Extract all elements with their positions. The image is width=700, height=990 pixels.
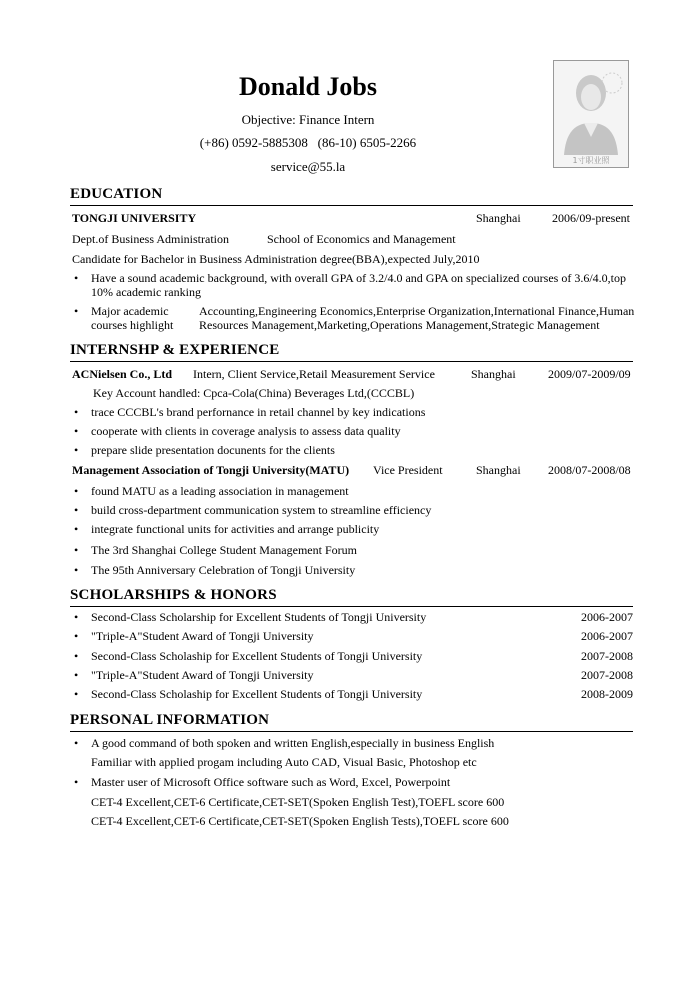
job-period: 2008/07-2008/08 bbox=[548, 463, 631, 477]
bullet-icon: • bbox=[74, 484, 79, 498]
honor-year: 2008-2009 bbox=[581, 687, 633, 701]
bullet-icon: • bbox=[74, 736, 79, 750]
honors-heading: SCHOLARSHIPS & HONORS bbox=[70, 587, 277, 603]
honor-year: 2006-2007 bbox=[581, 629, 633, 643]
personal-line: CET-4 Excellent,CET-6 Certificate,CET-SET(Spoken English Tests),TOEFL score 600 bbox=[91, 814, 509, 828]
bullet-icon: • bbox=[74, 304, 79, 318]
job-role: Intern, Client Service,Retail Measurement Service bbox=[193, 367, 435, 381]
school-name: TONGJI UNIVERSITY bbox=[72, 211, 197, 225]
honor-item: Second-Class Scholaship for Excellent Students of Tongji University bbox=[91, 649, 423, 663]
bullet-icon: • bbox=[74, 629, 79, 643]
job-duty: The 95th Anniversary Celebration of Tongji University bbox=[91, 563, 356, 577]
bullet-icon: • bbox=[74, 522, 79, 536]
bullet-icon: • bbox=[74, 271, 79, 285]
divider bbox=[70, 731, 633, 732]
personal-line: Master user of Microsoft Office software such as Word, Excel, Powerpoint bbox=[91, 775, 451, 789]
bullet-icon: • bbox=[74, 687, 79, 701]
job-duty: prepare slide presentation docunents for the clients bbox=[91, 443, 335, 457]
honor-year: 2007-2008 bbox=[581, 668, 633, 682]
bullet-icon: • bbox=[74, 424, 79, 438]
person-silhouette-icon bbox=[554, 61, 628, 155]
divider bbox=[70, 361, 633, 362]
department: Dept.of Business Administration bbox=[72, 232, 229, 246]
key-account: Key Account handled: Cpca-Cola(China) Beverages Ltd,(CCCBL) bbox=[93, 386, 415, 400]
job-duty: found MATU as a leading association in management bbox=[91, 484, 349, 498]
bullet-icon: • bbox=[74, 503, 79, 517]
job-duty: cooperate with clients in coverage analysis to assess data quality bbox=[91, 424, 401, 438]
job-duty: integrate functional units for activities and arrange publicity bbox=[91, 522, 380, 536]
divider bbox=[70, 205, 633, 206]
job-city: Shanghai bbox=[471, 367, 516, 381]
bullet-icon: • bbox=[74, 443, 79, 457]
bullet-icon: • bbox=[74, 649, 79, 663]
honor-item: "Triple-A"Student Award of Tongji University bbox=[91, 668, 314, 682]
bullet-icon: • bbox=[74, 563, 79, 577]
honor-year: 2007-2008 bbox=[581, 649, 633, 663]
objective: Objective: Finance Intern bbox=[241, 112, 375, 127]
school-period: 2006/09-present bbox=[552, 211, 630, 225]
faculty: School of Economics and Management bbox=[267, 232, 456, 246]
experience-heading: INTERNSHP & EXPERIENCE bbox=[70, 342, 280, 358]
job-duty: build cross-department communication system to streamline efficiency bbox=[91, 503, 432, 517]
personal-line: A good command of both spoken and written English,especially in business English bbox=[91, 736, 495, 750]
courses-list: Resources Management,Marketing,Operations Management,Strategic Management bbox=[199, 318, 600, 332]
job-duty: trace CCCBL's brand perfornance in retail channel by key indications bbox=[91, 405, 426, 419]
honor-item: "Triple-A"Student Award of Tongji University bbox=[91, 629, 314, 643]
job-city: Shanghai bbox=[476, 463, 521, 477]
photo-caption: 1寸职业照 bbox=[572, 156, 610, 165]
personal-heading: PERSONAL INFORMATION bbox=[70, 712, 270, 728]
profile-photo bbox=[553, 60, 629, 168]
degree: Candidate for Bachelor in Business Administration degree(BBA),expected July,2010 bbox=[72, 252, 480, 266]
bullet-icon: • bbox=[74, 405, 79, 419]
courses-list: Accounting,Engineering Economics,Enterprise Organization,International Finance,Human bbox=[199, 304, 635, 318]
job-period: 2009/07-2009/09 bbox=[548, 367, 631, 381]
gpa-line: 10% academic ranking bbox=[91, 285, 201, 299]
courses-label: Major academic bbox=[91, 304, 169, 318]
bullet-icon: • bbox=[74, 543, 79, 557]
gpa-line: Have a sound academic background, with overall GPA of 3.2/4.0 and GPA on specialized courses of 3.6/4.0,top bbox=[91, 271, 627, 285]
email: service@55.la bbox=[270, 159, 346, 174]
honor-year: 2006-2007 bbox=[581, 610, 633, 624]
candidate-name: Donald Jobs bbox=[239, 72, 377, 101]
personal-line: Familiar with applied progam including Auto CAD, Visual Basic, Photoshop etc bbox=[91, 755, 477, 769]
bullet-icon: • bbox=[74, 610, 79, 624]
bullet-icon: • bbox=[74, 775, 79, 789]
job-role: Vice President bbox=[373, 463, 443, 477]
honor-item: Second-Class Scholaship for Excellent Students of Tongji University bbox=[91, 687, 423, 701]
phone-numbers: (+86) 0592-5885308 (86-10) 6505-2266 bbox=[199, 135, 417, 150]
company-name: ACNielsen Co., Ltd bbox=[72, 367, 173, 381]
company-name: Management Association of Tongji University(MATU) bbox=[72, 463, 350, 477]
personal-line: CET-4 Excellent,CET-6 Certificate,CET-SET(Spoken English Test),TOEFL score 600 bbox=[91, 795, 505, 809]
honor-item: Second-Class Scholarship for Excellent Students of Tongji University bbox=[91, 610, 427, 624]
education-heading: EDUCATION bbox=[70, 186, 163, 202]
divider bbox=[70, 606, 633, 607]
job-duty: The 3rd Shanghai College Student Management Forum bbox=[91, 543, 357, 557]
school-city: Shanghai bbox=[476, 211, 521, 225]
courses-label: courses highlight bbox=[91, 318, 174, 332]
bullet-icon: • bbox=[74, 668, 79, 682]
